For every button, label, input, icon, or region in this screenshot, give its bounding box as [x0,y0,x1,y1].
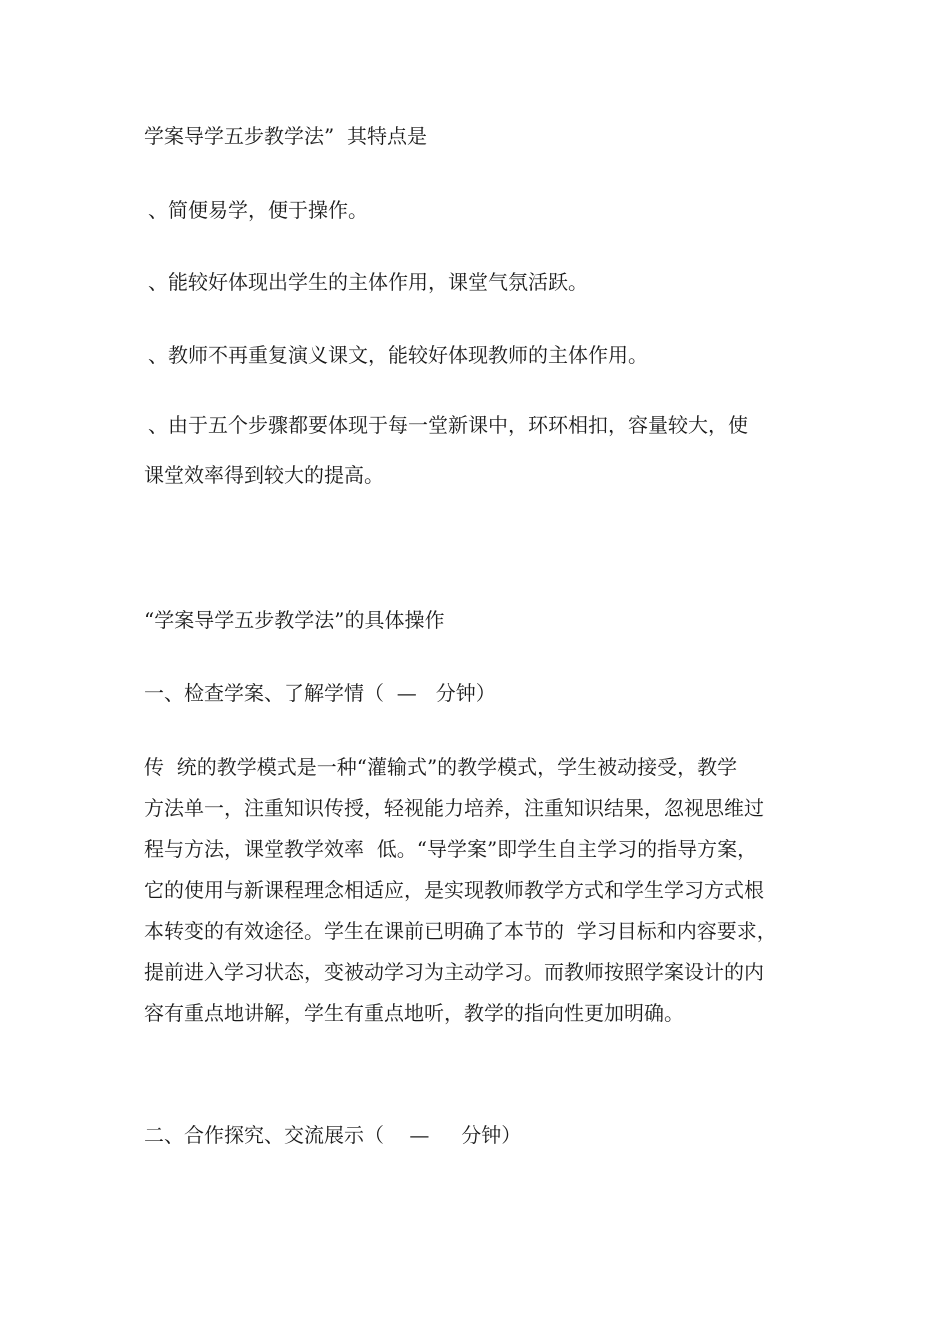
paragraph-line: 容有重点地讲解，学生有重点地听，教学的指向性更加明确。 [144,1001,684,1025]
step1-paragraph [144,747,808,1034]
features-intro: 学案导学五步教学法” 其特点是 [144,124,427,148]
feature-item-1: 、简便易学，便于操作。 [148,198,368,222]
step2-heading: 二、合作探究、交流展示（ — 分钟） [144,1123,522,1147]
paragraph-line: 本转变的有效途径。学生在课前已明确了本节的 学习目标和内容要求， [144,919,777,943]
paragraph-line: 方法单一，注重知识传授，轻视能力培养，注重知识结果，忽视思维过 [144,796,764,820]
feature-item-4-continued: 课堂效率得到较大的提高。 [144,463,384,487]
paragraph-line: 提前进入学习状态，变被动学习为主动学习。而教师按照学案设计的内 [144,960,764,984]
step1-heading: 一、检查学案、了解学情（ — 分钟） [144,681,496,705]
section-title: “学案导学五步教学法”的具体操作 [144,608,445,632]
paragraph-line: 程与方法，课堂教学效率 低。“导学案”即学生自主学习的指导方案， [144,837,758,861]
feature-item-2: 、能较好体现出学生的主体作用，课堂气氛活跃。 [148,270,588,294]
feature-item-3: 、教师不再重复演义课文，能较好体现教师的主体作用。 [148,343,648,367]
paragraph-line: 传 统的教学模式是一种“灌输式”的教学模式，学生被动接受，教学 [144,755,738,779]
feature-item-4: 、由于五个步骤都要体现于每一堂新课中，环环相扣，容量较大，使 [148,413,748,437]
paragraph-line: 它的使用与新课程理念相适应，是实现教师教学方式和学生学习方式根 [144,878,764,902]
